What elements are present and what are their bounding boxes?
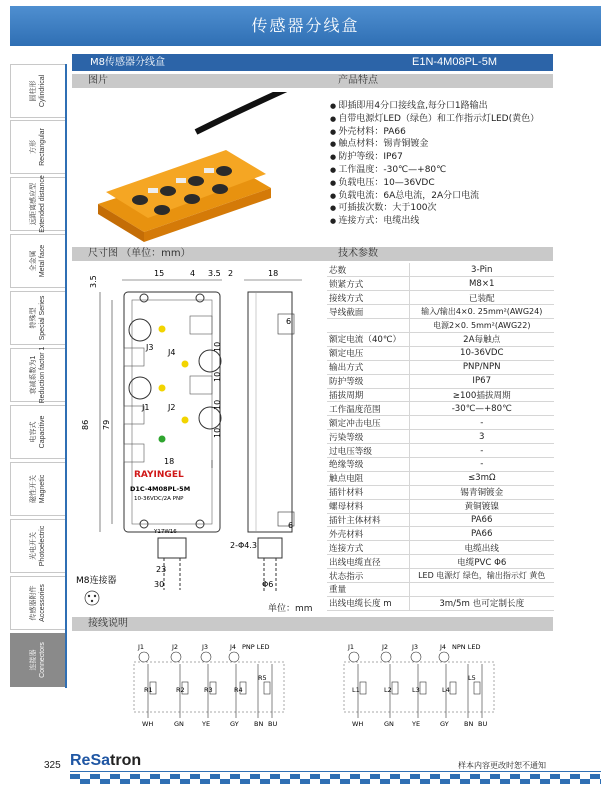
sidebar-label-zh: 全金属 — [30, 250, 37, 272]
sidebar-item-capacitive[interactable] — [10, 405, 65, 459]
product-model: E1N-4M08PL-5M — [412, 56, 497, 68]
spec-value: 3m/5m 也可定制长度 — [409, 596, 554, 610]
sidebar-item-rectangular[interactable] — [10, 120, 65, 174]
dim-label: 23 — [156, 565, 167, 574]
sidebar-label-en: Metal face — [39, 244, 46, 278]
wire-label: BN — [464, 720, 474, 728]
spec-value: 输入/输出4×0. 25mm²(AWG24) — [409, 305, 554, 319]
dim-label: 3.5 — [89, 275, 98, 288]
spec-key: 锁紧方式 — [327, 277, 409, 291]
sidebar-item-magnetic[interactable] — [10, 462, 65, 516]
resistor-label: R5 — [258, 674, 267, 682]
section-dimensions-label: 尺寸图 （单位：mm） — [88, 248, 191, 259]
spec-table — [327, 263, 554, 611]
table-row — [327, 346, 554, 360]
page-title: 传感器分线盒 — [251, 16, 360, 35]
dim-label: 10 — [213, 341, 222, 352]
product-name: M8传感器分线盒 — [90, 57, 165, 68]
dim-label: 2 — [228, 269, 234, 278]
sidebar-label-en: Extended distance — [39, 175, 46, 233]
table-row — [327, 277, 554, 291]
spec-key: 额定电流（40℃） — [327, 332, 409, 346]
spec-value: PA66 — [409, 527, 554, 541]
sidebar-label-en: Magnetic — [39, 474, 46, 504]
spec-value: 黄铜镀镍 — [409, 499, 554, 513]
sidebar-item-special-series[interactable] — [10, 291, 65, 345]
section-header-wiring — [72, 617, 553, 631]
sidebar-label-en: Connectors — [39, 642, 46, 678]
resistor-label: R1 — [144, 686, 153, 694]
feature-item: ● 触点材料：锡青铜镀金 — [330, 138, 554, 151]
feature-item: ● 可插拔次数：大于100次 — [330, 202, 554, 215]
resistor-label: L3 — [412, 686, 420, 694]
spec-key: 防护等级 — [327, 374, 409, 388]
sidebar-divider — [65, 64, 67, 688]
footer-rule — [70, 771, 601, 772]
sidebar-label-en: Reduction factor 1 — [39, 346, 46, 404]
spec-value: 3-Pin — [409, 263, 554, 277]
spec-value: - — [409, 457, 554, 471]
sidebar-label-en: Accessories — [39, 584, 46, 622]
footer-note: 样本内容更改时恕不通知 — [458, 761, 546, 770]
wire-label: WH — [352, 720, 364, 728]
spec-key: 工作温度范围 — [327, 402, 409, 416]
spec-key: 额定电压 — [327, 346, 409, 360]
feature-item: ● 即插即用4分口接线盒,每分口1路输出 — [330, 100, 554, 113]
logo-sub: tron — [110, 752, 142, 769]
spec-value: -30℃—+80℃ — [409, 402, 554, 416]
spec-value: ≤3mΩ — [409, 471, 554, 485]
spec-value: 2A每触点 — [409, 332, 554, 346]
sidebar-label-zh: 远距离感应型 — [30, 183, 37, 226]
dim-label: Φ6 — [262, 580, 274, 589]
dim-label: 4 — [190, 269, 196, 278]
spec-key: 出线电缆长度 m — [327, 596, 409, 610]
spec-key: 过电压等级 — [327, 444, 409, 458]
spec-key: 芯数 — [327, 263, 409, 277]
jack-label: J1 — [142, 403, 150, 412]
section-specs-label: 技术参数 — [338, 248, 378, 259]
jack-label: J1 — [138, 643, 145, 651]
dim-label: 6 — [288, 521, 294, 530]
spec-value — [409, 582, 554, 596]
spec-value: IP67 — [409, 374, 554, 388]
dim-label: 10 — [213, 371, 222, 382]
sidebar-label-zh: 电容式 — [30, 421, 37, 443]
table-row — [327, 305, 554, 319]
section-features-label: 产品特点 — [338, 75, 378, 86]
sidebar-label-zh: 光电开关 — [30, 532, 37, 560]
spec-key: 接线方式 — [327, 291, 409, 305]
dim-label: 86 — [81, 419, 90, 430]
sidebar-label-en: Cylindrical — [39, 74, 46, 108]
table-row — [327, 360, 554, 374]
jack-label: J4 — [440, 643, 447, 651]
spec-key: 污染等级 — [327, 430, 409, 444]
table-row — [327, 457, 554, 471]
dim-label: 2-Φ4.3 — [230, 541, 257, 550]
jack-label: J1 — [348, 643, 355, 651]
sidebar — [10, 64, 65, 688]
section-picture-label: 图片 — [88, 75, 108, 86]
section-header-dimensions — [72, 247, 553, 261]
sidebar-label-zh: 磁性开关 — [30, 475, 37, 503]
sidebar-item-metal-face[interactable] — [10, 234, 65, 288]
feature-list — [330, 100, 554, 228]
wire-label: BN — [254, 720, 264, 728]
sidebar-label-en: Photoelectric — [39, 525, 46, 567]
model-label: D1C-4M08PL-5M — [130, 485, 191, 493]
dim-label: 18 — [164, 457, 175, 466]
dim-label: 3.5 — [208, 269, 221, 278]
spec-value: 电缆出线 — [409, 541, 554, 555]
resistor-label: R3 — [204, 686, 213, 694]
pnp-led-title: PNP LED — [242, 643, 270, 651]
dim-label: 18 — [268, 269, 279, 278]
product-photo — [76, 92, 316, 242]
page-number: 325 — [44, 760, 61, 771]
spec-key: 重量 — [327, 582, 409, 596]
table-row — [327, 513, 554, 527]
spec-value: - — [409, 444, 554, 458]
spec-value: 10-36VDC — [409, 346, 554, 360]
spec-value: - — [409, 416, 554, 430]
spec-key: 额定冲击电压 — [327, 416, 409, 430]
table-row — [327, 430, 554, 444]
wire-label: YE — [202, 720, 211, 728]
spec-key: 状态指示 — [327, 569, 409, 583]
spec-key: 螺母材料 — [327, 499, 409, 513]
sidebar-label-en: Special Series — [39, 295, 46, 341]
dim-label: 6 — [286, 317, 292, 326]
table-row — [327, 332, 554, 346]
jack-label: J2 — [168, 403, 176, 412]
table-row — [327, 319, 554, 333]
section-header-picture — [72, 74, 553, 88]
rating-label: 10-36VDC/2A PNP — [134, 496, 184, 502]
resistor-label: L1 — [352, 686, 360, 694]
sidebar-item-reduction-factor[interactable] — [10, 348, 65, 402]
resistor-label: R2 — [176, 686, 185, 694]
spec-value: PNP/NPN — [409, 360, 554, 374]
table-row — [327, 596, 554, 610]
dimension-drawing — [72, 260, 322, 616]
title-bar — [10, 6, 601, 46]
spec-value: 已装配 — [409, 291, 554, 305]
spec-key: 插针材料 — [327, 485, 409, 499]
feature-item: ● 负载电流：6A总电流，2A分口电流 — [330, 190, 554, 203]
table-row — [327, 444, 554, 458]
table-row — [327, 402, 554, 416]
sidebar-item-accessories[interactable] — [10, 576, 65, 630]
brand-label: RAYINGEL — [134, 470, 184, 480]
spec-value: 电源2×0. 5mm²(AWG22) — [409, 319, 554, 333]
table-row — [327, 291, 554, 305]
wire-label: GY — [230, 720, 239, 728]
spec-key: 出线电缆直径 — [327, 555, 409, 569]
spec-value: LED 电源灯 绿色，输出指示灯 黄色 — [409, 569, 554, 583]
table-row — [327, 374, 554, 388]
dim-label: 15 — [154, 269, 165, 278]
wire-label: GN — [384, 720, 394, 728]
table-row — [327, 555, 554, 569]
unit-note: 单位：mm — [268, 604, 313, 614]
table-row — [327, 582, 554, 596]
sidebar-item-cylindrical[interactable] — [10, 64, 65, 118]
footer-pattern — [70, 774, 601, 784]
spec-key: 插拔周期 — [327, 388, 409, 402]
table-row — [327, 541, 554, 555]
dim-label: 79 — [102, 419, 111, 430]
table-row — [327, 527, 554, 541]
spec-value: PA66 — [409, 513, 554, 527]
sidebar-label-zh: 方形 — [30, 140, 37, 154]
brand-logo — [70, 752, 141, 770]
wire-label: WH — [142, 720, 154, 728]
wiring-diagram — [130, 640, 500, 730]
resistor-label: L2 — [384, 686, 392, 694]
dim-label: 30 — [154, 580, 165, 589]
jack-label: J2 — [382, 643, 389, 651]
spec-key: 插针主体材料 — [327, 513, 409, 527]
jack-label: J3 — [146, 343, 154, 352]
table-row — [327, 499, 554, 513]
spec-key — [327, 319, 409, 333]
product-header — [72, 54, 553, 71]
sidebar-item-extended-distance[interactable] — [10, 177, 65, 231]
sidebar-label-zh: 连接器 — [30, 649, 37, 671]
spec-key: 导线截面 — [327, 305, 409, 319]
sidebar-label-zh: 特殊型 — [30, 307, 37, 329]
wire-label: BU — [478, 720, 488, 728]
wire-label: GY — [440, 720, 449, 728]
resistor-label: L5 — [468, 674, 476, 682]
resistor-label: L4 — [442, 686, 450, 694]
feature-item: ● 工作温度：-30℃—+80℃ — [330, 164, 554, 177]
feature-item: ● 防护等级：IP67 — [330, 151, 554, 164]
sidebar-item-connectors[interactable] — [10, 633, 65, 687]
resistor-label: R4 — [234, 686, 243, 694]
spec-value: 3 — [409, 430, 554, 444]
code-label: Y17W16 — [154, 529, 177, 535]
spec-value: ≥100插拔周期 — [409, 388, 554, 402]
jack-label: J4 — [168, 348, 176, 357]
spec-value: 锡青铜镀金 — [409, 485, 554, 499]
sidebar-label-zh: 传感器附件 — [30, 585, 37, 621]
wire-label: YE — [412, 720, 421, 728]
feature-item: ● 连接方式：电缆出线 — [330, 215, 554, 228]
jack-label: J3 — [412, 643, 419, 651]
table-row — [327, 388, 554, 402]
dim-label: 10 — [213, 427, 222, 438]
feature-item: ● 负载电压：10—36VDC — [330, 177, 554, 190]
wire-label: GN — [174, 720, 184, 728]
table-row — [327, 471, 554, 485]
spec-key: 外壳材料 — [327, 527, 409, 541]
spec-key: 输出方式 — [327, 360, 409, 374]
spec-key: 连接方式 — [327, 541, 409, 555]
jack-label: J2 — [172, 643, 179, 651]
logo-main: ReSa — [70, 752, 111, 769]
table-row — [327, 569, 554, 583]
spec-value: 电缆PVC Φ6 — [409, 555, 554, 569]
spec-key: 触点电阻 — [327, 471, 409, 485]
table-row — [327, 485, 554, 499]
wire-label: BU — [268, 720, 278, 728]
spec-key: 绝缘等级 — [327, 457, 409, 471]
npn-led-title: NPN LED — [452, 643, 481, 651]
sidebar-item-photoelectric[interactable] — [10, 519, 65, 573]
sidebar-label-en: Capacitive — [39, 415, 46, 449]
table-row — [327, 416, 554, 430]
feature-item: ● 外壳材料：PA66 — [330, 126, 554, 139]
sidebar-label-zh: 衰减系数为1 — [30, 355, 37, 395]
m8-connector-label: M8连接器 — [76, 576, 117, 586]
dim-label: 10 — [213, 399, 222, 410]
table-row — [327, 263, 554, 277]
sidebar-label-zh: 圆柱形 — [30, 80, 37, 102]
spec-value: M8×1 — [409, 277, 554, 291]
sidebar-label-en: Rectangular — [39, 128, 46, 166]
jack-label: J3 — [202, 643, 209, 651]
feature-item: ● 自带电源灯LED（绿色）和工作指示灯LED(黄色） — [330, 113, 554, 126]
jack-label: J4 — [230, 643, 237, 651]
section-wiring-label: 接线说明 — [88, 618, 128, 629]
